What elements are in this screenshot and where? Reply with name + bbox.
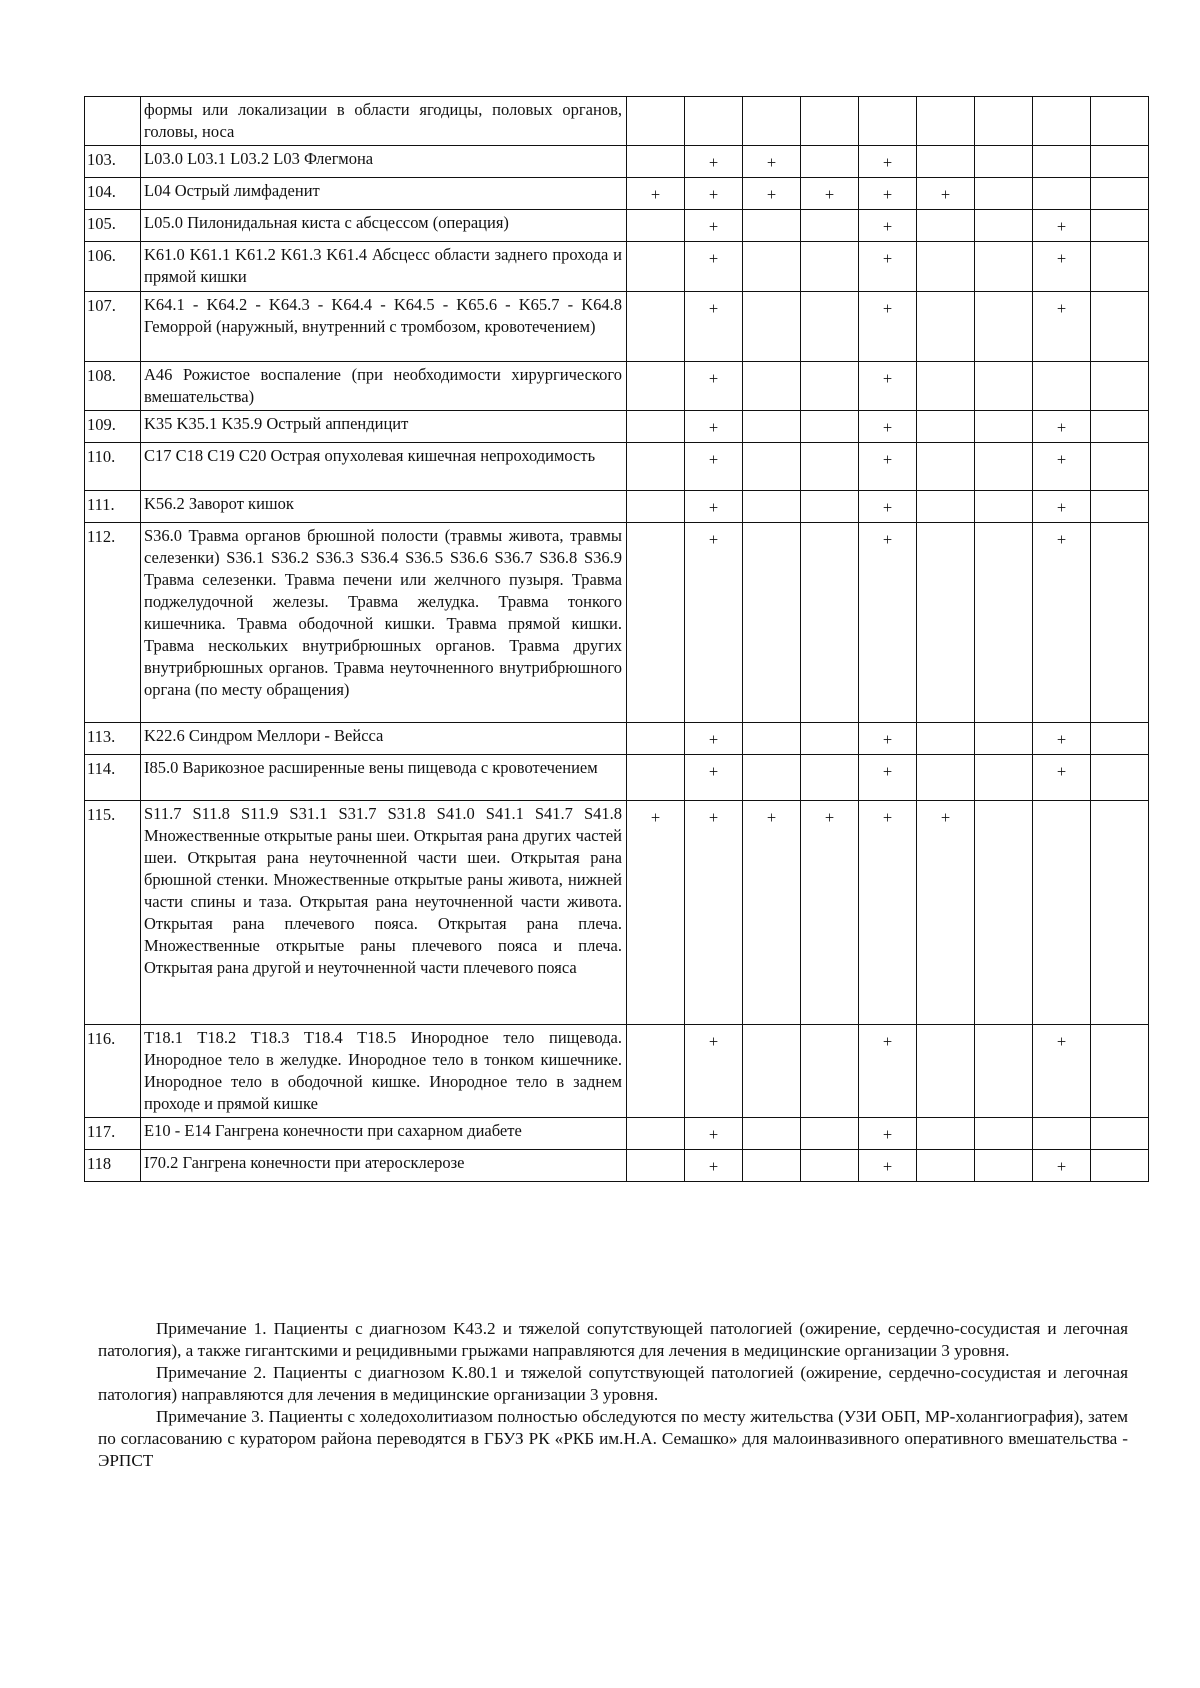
level-mark-cell [743,97,801,146]
row-number: 117. [85,1118,141,1150]
level-mark-cell: + [685,146,743,178]
table-row [85,443,1149,491]
level-mark-cell: + [743,801,801,1025]
diagnosis-text: S11.7 S11.8 S11.9 S31.1 S31.7 S31.8 S41.0 S41.1 S41.7 S41.8 Множественные открытые раны шеи. Открытая рана других частей шеи. Открытая рана неуточненной части шеи. Открытая рана брюшной стенки. Множественные открытые раны живота, нижней части спины и таза. Открытая рана неуточненной части живота. Открытая рана плечевого пояса. Открытая рана плеча. Множественные открытые раны плечевого пояса и плеча. Открытая рана другой и неуточненной части плечевого пояса [141,801,627,1025]
level-mark-cell [801,292,859,362]
level-mark-cell [1091,210,1149,242]
level-mark-cell: + [859,242,917,292]
diagnosis-text: K64.1 - K64.2 - K64.3 - K64.4 - K64.5 - K65.6 - K65.7 - K64.8 Геморрой (наружный, внутренний с тромбозом, кровотечением) [141,292,627,362]
level-mark-cell [975,242,1033,292]
level-mark-cell [627,491,685,523]
diagnosis-text: K56.2 Заворот кишок [141,491,627,523]
level-mark-cell [627,1025,685,1118]
level-mark-cell [801,523,859,723]
level-mark-cell: + [685,178,743,210]
level-mark-cell [975,801,1033,1025]
table-row [85,97,1149,146]
level-mark-cell [975,210,1033,242]
level-mark-cell [1091,1025,1149,1118]
table-row [85,292,1149,362]
level-mark-cell: + [859,443,917,491]
row-number: 111. [85,491,141,523]
level-mark-cell [743,523,801,723]
level-mark-cell: + [1033,1150,1091,1182]
level-mark-cell [917,523,975,723]
level-mark-cell: + [859,411,917,443]
diagnosis-text: L03.0 L03.1 L03.2 L03 Флегмона [141,146,627,178]
level-mark-cell [917,1118,975,1150]
diagnosis-text: E10 - E14 Гангрена конечности при сахарном диабете [141,1118,627,1150]
level-mark-cell [975,443,1033,491]
level-mark-cell [975,97,1033,146]
level-mark-cell [627,1118,685,1150]
note-2: Примечание 2. Пациенты с диагнозом K.80.1 и тяжелой сопутствующей патологией (ожирение, сердечно-сосудистая и легочная патология) направляются для лечения в медицинские организации 3 уровня. [98,1363,1128,1404]
row-number: 103. [85,146,141,178]
level-mark-cell [743,755,801,801]
level-mark-cell [1091,1118,1149,1150]
level-mark-cell [801,1025,859,1118]
row-number: 105. [85,210,141,242]
level-mark-cell [1091,523,1149,723]
table-row [85,1118,1149,1150]
level-mark-cell [859,97,917,146]
table-row [85,178,1149,210]
level-mark-cell [1091,97,1149,146]
level-mark-cell [975,755,1033,801]
level-mark-cell [627,97,685,146]
level-mark-cell [801,362,859,411]
level-mark-cell [801,1150,859,1182]
level-mark-cell [1091,242,1149,292]
level-mark-cell: + [685,755,743,801]
level-mark-cell: + [627,801,685,1025]
level-mark-cell [1091,755,1149,801]
level-mark-cell: + [917,801,975,1025]
level-mark-cell: + [685,411,743,443]
level-mark-cell [975,146,1033,178]
table-row [85,523,1149,723]
level-mark-cell: + [743,146,801,178]
level-mark-cell [917,1025,975,1118]
level-mark-cell: + [859,362,917,411]
diagnosis-text: A46 Рожистое воспаление (при необходимости хирургического вмешательства) [141,362,627,411]
level-mark-cell [743,242,801,292]
diagnosis-table [84,96,1149,1182]
diagnosis-text: C17 C18 C19 C20 Острая опухолевая кишечная непроходимость [141,443,627,491]
level-mark-cell [743,1118,801,1150]
diagnosis-text: L04 Острый лимфаденит [141,178,627,210]
row-number: 108. [85,362,141,411]
row-number: 110. [85,443,141,491]
level-mark-cell [801,146,859,178]
level-mark-cell [627,523,685,723]
level-mark-cell: + [685,443,743,491]
level-mark-cell [1033,97,1091,146]
level-mark-cell: + [859,146,917,178]
level-mark-cell [975,523,1033,723]
row-number: 115. [85,801,141,1025]
row-number: 106. [85,242,141,292]
level-mark-cell [917,292,975,362]
diagnosis-text: T18.1 T18.2 T18.3 T18.4 T18.5 Инородное тело пищевода. Инородное тело в желудке. Инородное тело в тонком кишечнике. Инородное тело в ободочной кишке. Инородное тело в заднем проходе и прямой кишке [141,1025,627,1118]
table-row [85,146,1149,178]
level-mark-cell [917,210,975,242]
level-mark-cell [743,292,801,362]
level-mark-cell [1091,411,1149,443]
level-mark-cell [627,1150,685,1182]
level-mark-cell: + [859,723,917,755]
table-row [85,210,1149,242]
level-mark-cell: + [801,178,859,210]
row-number: 112. [85,523,141,723]
level-mark-cell [801,242,859,292]
table-row [85,1150,1149,1182]
diagnosis-text: L05.0 Пилонидальная киста с абсцессом (операция) [141,210,627,242]
diagnosis-text: K22.6 Синдром Меллори - Вейсса [141,723,627,755]
level-mark-cell [975,1118,1033,1150]
level-mark-cell: + [859,210,917,242]
level-mark-cell [917,362,975,411]
level-mark-cell: + [743,178,801,210]
level-mark-cell [801,97,859,146]
level-mark-cell [801,755,859,801]
level-mark-cell [1091,1150,1149,1182]
level-mark-cell: + [685,523,743,723]
level-mark-cell: + [1033,242,1091,292]
level-mark-cell [917,443,975,491]
level-mark-cell: + [859,1025,917,1118]
diagnosis-text: K35 K35.1 K35.9 Острый аппендицит [141,411,627,443]
table-row [85,755,1149,801]
level-mark-cell [627,146,685,178]
level-mark-cell [1091,723,1149,755]
notes-section [98,1318,1128,1472]
level-mark-cell: + [685,362,743,411]
level-mark-cell: + [685,242,743,292]
level-mark-cell: + [685,801,743,1025]
level-mark-cell [801,1118,859,1150]
level-mark-cell [975,491,1033,523]
table-row [85,242,1149,292]
level-mark-cell: + [1033,755,1091,801]
level-mark-cell [917,146,975,178]
level-mark-cell [917,242,975,292]
note-1: Примечание 1. Пациенты с диагнозом K43.2 и тяжелой сопутствующей патологией (ожирение, сердечно-сосудистая и легочная патология), а также гигантскими и рецидивными грыжами направляются для лечения в медицинские организации 3 уровня. [98,1319,1128,1360]
level-mark-cell [743,1025,801,1118]
level-mark-cell: + [859,178,917,210]
level-mark-cell [1091,362,1149,411]
row-number: 109. [85,411,141,443]
level-mark-cell [917,97,975,146]
level-mark-cell: + [859,1118,917,1150]
row-number: 107. [85,292,141,362]
level-mark-cell: + [685,210,743,242]
diagnosis-text: S36.0 Травма органов брюшной полости (травмы живота, травмы селезенки) S36.1 S36.2 S36.3 S36.4 S36.5 S36.6 S36.7 S36.8 S36.9 Травма селезенки. Травма печени или желчного пузыря. Травма поджелудочной железы. Травма желудка. Травма тонкого кишечника. Травма ободочной кишки. Травма прямой кишки. Травма нескольких внутрибрюшных органов. Травма других внутрибрюшных органов. Травма неуточненного внутрибрюшного органа (по месту обращения) [141,523,627,723]
level-mark-cell: + [627,178,685,210]
level-mark-cell: + [685,491,743,523]
level-mark-cell [975,1025,1033,1118]
diagnosis-text: I85.0 Варикозное расширенные вены пищевода с кровотечением [141,755,627,801]
level-mark-cell [801,210,859,242]
row-number [85,97,141,146]
level-mark-cell [1091,801,1149,1025]
level-mark-cell [975,1150,1033,1182]
diagnosis-table-body [85,97,1149,1182]
row-number: 113. [85,723,141,755]
level-mark-cell [743,443,801,491]
level-mark-cell: + [859,523,917,723]
note-3: Примечание 3. Пациенты с холедохолитиазом полностью обследуются по месту жительства (УЗИ ОБП, МР-холангиография), затем по согласованию с куратором района переводятся в ГБУЗ РК «РКБ им.Н.А. Семашко» для малоинвазивного оперативного вмешательства - ЭРПСТ [98,1407,1128,1470]
level-mark-cell [1033,801,1091,1025]
level-mark-cell: + [685,1025,743,1118]
level-mark-cell [801,411,859,443]
level-mark-cell [685,97,743,146]
level-mark-cell: + [1033,1025,1091,1118]
level-mark-cell: + [1033,491,1091,523]
level-mark-cell [917,411,975,443]
row-number: 118 [85,1150,141,1182]
level-mark-cell: + [1033,210,1091,242]
level-mark-cell: + [917,178,975,210]
level-mark-cell: + [801,801,859,1025]
table-row [85,1025,1149,1118]
diagnosis-text: K61.0 K61.1 K61.2 K61.3 K61.4 Абсцесс области заднего прохода и прямой кишки [141,242,627,292]
level-mark-cell [1091,292,1149,362]
level-mark-cell: + [1033,292,1091,362]
level-mark-cell: + [859,292,917,362]
level-mark-cell [627,411,685,443]
level-mark-cell [627,292,685,362]
level-mark-cell [1033,146,1091,178]
table-row [85,723,1149,755]
level-mark-cell: + [685,1150,743,1182]
level-mark-cell: + [1033,411,1091,443]
level-mark-cell: + [859,1150,917,1182]
level-mark-cell: + [1033,723,1091,755]
diagnosis-text: формы или локализации в области ягодицы, половых органов, головы, носа [141,97,627,146]
diagnosis-text: I70.2 Гангрена конечности при атеросклерозе [141,1150,627,1182]
level-mark-cell [975,411,1033,443]
level-mark-cell [1033,1118,1091,1150]
level-mark-cell: + [1033,443,1091,491]
level-mark-cell [917,491,975,523]
level-mark-cell [975,178,1033,210]
level-mark-cell: + [685,723,743,755]
table-row [85,801,1149,1025]
level-mark-cell [801,443,859,491]
table-row [85,362,1149,411]
level-mark-cell [917,755,975,801]
level-mark-cell: + [859,755,917,801]
level-mark-cell [627,443,685,491]
level-mark-cell [627,210,685,242]
level-mark-cell [917,1150,975,1182]
level-mark-cell [743,210,801,242]
row-number: 104. [85,178,141,210]
level-mark-cell [975,723,1033,755]
level-mark-cell [627,242,685,292]
row-number: 116. [85,1025,141,1118]
level-mark-cell [1091,443,1149,491]
level-mark-cell [1033,178,1091,210]
level-mark-cell [801,723,859,755]
level-mark-cell: + [859,801,917,1025]
level-mark-cell [743,411,801,443]
table-row [85,491,1149,523]
level-mark-cell [743,362,801,411]
level-mark-cell [801,491,859,523]
level-mark-cell [917,723,975,755]
level-mark-cell [627,723,685,755]
level-mark-cell [627,755,685,801]
level-mark-cell [743,491,801,523]
level-mark-cell [627,362,685,411]
level-mark-cell: + [859,491,917,523]
level-mark-cell: + [1033,523,1091,723]
level-mark-cell: + [685,292,743,362]
table-row [85,411,1149,443]
level-mark-cell [1091,146,1149,178]
level-mark-cell: + [685,1118,743,1150]
level-mark-cell [975,362,1033,411]
level-mark-cell [1091,491,1149,523]
level-mark-cell [975,292,1033,362]
row-number: 114. [85,755,141,801]
level-mark-cell [743,1150,801,1182]
level-mark-cell [1033,362,1091,411]
level-mark-cell [1091,178,1149,210]
level-mark-cell [743,723,801,755]
